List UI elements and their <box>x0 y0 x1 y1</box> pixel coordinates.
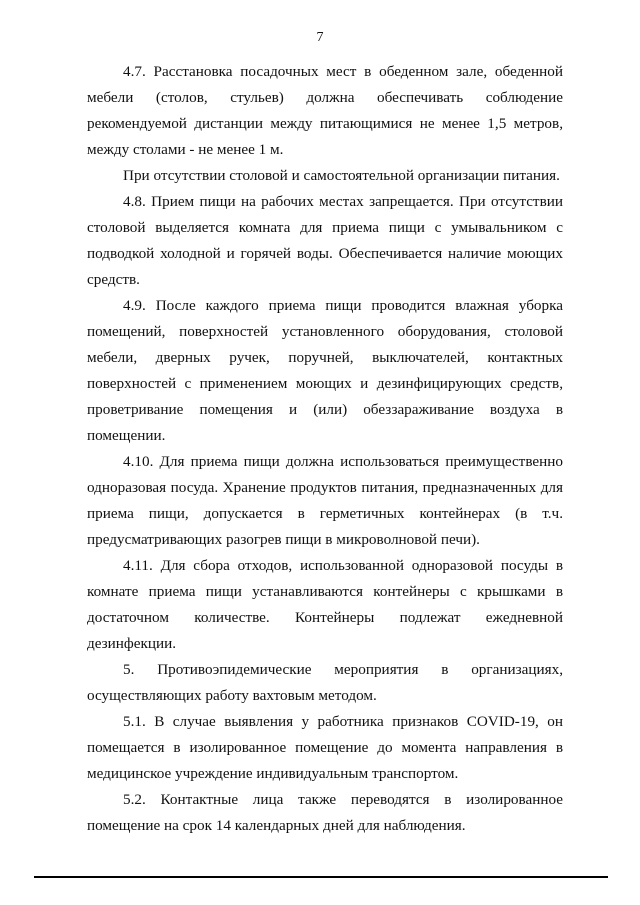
document-body <box>87 59 563 839</box>
paragraph-5-1: 5.1. В случае выявления у работника признаков COVID-19, он помещается в изолированное помещение до момента направления в медицинское учреждение индивидуальным транспортом. <box>87 713 563 782</box>
paragraph-4-9: 4.9. После каждого приема пищи проводится влажная уборка помещений, поверхностей установленного оборудования, столовой мебели, дверных ручек, поручней, выключателей, контактных поверхностей с применением моющих и дезинфицирующих средств, проветривание помещения и (или) обеззараживание воздуха в помещении. <box>87 297 563 444</box>
paragraph-4-11: 4.11. Для сбора отходов, использованной одноразовой посуды в комнате приема пищи устанавливаются контейнеры с крышками в достаточном количестве. Контейнеры подлежат ежедневной дезинфекции. <box>87 557 563 652</box>
paragraph-4-10: 4.10. Для приема пищи должна использоваться преимущественно одноразовая посуда. Хранение продуктов питания, предназначенных для приема пищи, допускается в герметичных контейнерах (в т.ч. предусматривающих разогрев пищи в микроволновой печи). <box>87 453 563 548</box>
paragraph-4-8: 4.8. Прием пищи на рабочих местах запрещается. При отсутствии столовой выделяется комната для приема пищи с умывальником с подводкой холодной и горячей воды. Обеспечивается наличие моющих средств. <box>87 193 563 288</box>
section-5-heading: 5. Противоэпидемические мероприятия в организациях, осуществляющих работу вахтовым методом. <box>87 661 563 704</box>
paragraph-5-2: 5.2. Контактные лица также переводятся в изолированное помещение на срок 14 календарных дней для наблюдения. <box>87 791 563 834</box>
paragraph-no-canteen: При отсутствии столовой и самостоятельной организации питания. <box>123 167 560 184</box>
page-number: 7 <box>316 30 324 45</box>
paragraph-4-7: 4.7. Расстановка посадочных мест в обеденном зале, обеденной мебели (столов, стульев) должна обеспечивать соблюдение рекомендуемой дистанции между питающимися не менее 1,5 метров, между столами - не менее 1 м. <box>87 63 563 158</box>
bottom-rule-divider <box>34 876 608 878</box>
